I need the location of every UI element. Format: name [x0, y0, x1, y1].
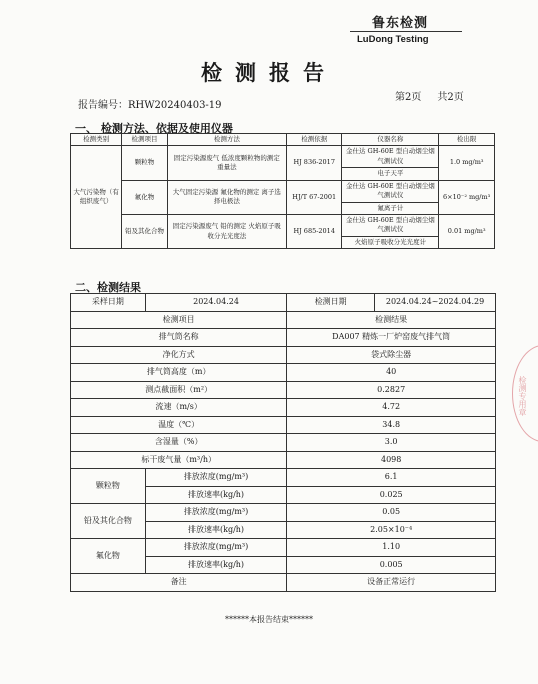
seal-text: 检测专用章	[518, 376, 527, 416]
param-value: 34.8	[287, 416, 496, 434]
param-value: 3.0	[287, 434, 496, 452]
sample-date-label: 采样日期	[71, 294, 146, 312]
method-table-header	[71, 134, 495, 146]
param-row	[71, 364, 496, 382]
param-value: 40	[287, 364, 496, 382]
rate-label: 排放速率(kg/h)	[145, 556, 287, 574]
test-date-cell	[287, 294, 496, 312]
method-row	[71, 180, 495, 202]
limit-cell: 6×10⁻² mg/m³	[439, 180, 495, 214]
rate-label: 排放速率(kg/h)	[145, 521, 287, 539]
param-label: 温度（℃）	[71, 416, 287, 434]
header-limit: 检出限	[439, 134, 495, 146]
method-cell: 固定污染源废气 铅的测定 火焰原子吸收分光光度法	[167, 214, 287, 248]
param-row	[71, 416, 496, 434]
sample-date-value: 2024.04.24	[145, 294, 287, 312]
param-value: DA007 精炼一厂炉窑废气排气筒	[287, 329, 496, 347]
page-info	[395, 88, 464, 103]
date-row	[71, 294, 496, 312]
param-row	[71, 399, 496, 417]
method-row	[71, 214, 495, 236]
rate-value: 2.05×10⁻⁴	[287, 521, 496, 539]
rate-value: 0.025	[287, 486, 496, 504]
report-number-value: RHW20240403-19	[128, 100, 222, 111]
section1-title: 一、 检测方法、依据及使用仪器	[75, 122, 233, 135]
pollutant-name: 颗粒物	[71, 469, 146, 504]
instrument-cell: 氟离子计	[342, 202, 439, 214]
conc-value: 1.10	[287, 539, 496, 557]
header-category: 检测类别	[71, 134, 122, 146]
company-logo-cn: 鲁东检测	[372, 16, 429, 31]
conc-label: 排放浓度(mg/m³)	[145, 504, 287, 522]
instrument-cell: 金仕达 GH-60E 型自动烟尘烟气测试仪	[342, 214, 439, 236]
report-title: 检测报告	[201, 60, 337, 85]
header-basis: 检测依据	[287, 134, 342, 146]
rate-label: 排放速率(kg/h)	[145, 486, 287, 504]
param-row	[71, 381, 496, 399]
page-total: 共2页	[437, 92, 464, 103]
param-label: 排气筒名称	[71, 329, 287, 347]
remark-value: 设备正常运行	[287, 574, 496, 592]
param-label: 排气筒高度（m）	[71, 364, 287, 382]
test-date-value: 2024.04.24~2024.04.29	[385, 297, 485, 307]
result-header: 检测结果	[287, 311, 496, 329]
param-value: 4098	[287, 451, 496, 469]
official-seal	[512, 345, 538, 442]
param-row	[71, 451, 496, 469]
rate-value: 0.005	[287, 556, 496, 574]
instrument-cell: 电子天平	[342, 168, 439, 180]
pollutant-row	[71, 469, 496, 487]
conc-label: 排放浓度(mg/m³)	[145, 469, 287, 487]
method-row	[71, 146, 495, 168]
param-value: 4.72	[287, 399, 496, 417]
item-cell: 铅及其化合物	[122, 214, 167, 248]
company-logo-en: LuDong Testing	[357, 34, 429, 45]
pollutant-row	[71, 539, 496, 557]
param-value: 袋式除尘器	[287, 346, 496, 364]
item-header: 检测项目	[71, 311, 287, 329]
pollutant-name: 氟化物	[71, 539, 146, 574]
page-current: 第2页	[395, 92, 422, 103]
param-row	[71, 329, 496, 347]
limit-cell: 0.01 mg/m³	[439, 214, 495, 248]
pollutant-name: 铅及其化合物	[71, 504, 146, 539]
header-method: 检测方法	[167, 134, 287, 146]
conc-value: 6.1	[287, 469, 496, 487]
instrument-cell: 金仕达 GH-60E 型自动烟尘烟气测试仪	[342, 146, 439, 168]
param-row	[71, 434, 496, 452]
basis-cell: HJ 685-2014	[287, 214, 342, 248]
param-row	[71, 346, 496, 364]
logo-divider	[350, 31, 462, 32]
pollutant-row	[71, 504, 496, 522]
results-header-row	[71, 311, 496, 329]
method-cell: 大气固定污染源 氟化物的测定 离子选择电极法	[167, 180, 287, 214]
param-label: 净化方式	[71, 346, 287, 364]
instrument-cell: 火焰原子吸收分光光度计	[342, 236, 439, 248]
item-cell: 颗粒物	[122, 146, 167, 180]
basis-cell: HJ/T 67-2001	[287, 180, 342, 214]
remark-label: 备注	[71, 574, 287, 592]
category-cell: 大气污染物（有组织废气）	[71, 146, 122, 249]
remark-row	[71, 574, 496, 592]
test-date-inner	[287, 294, 495, 311]
basis-cell: HJ 836-2017	[287, 146, 342, 180]
section2-title: 二、检测结果	[75, 281, 141, 294]
param-value: 0.2827	[287, 381, 496, 399]
report-number-label: 报告编号：	[78, 100, 128, 111]
header-item: 检测项目	[122, 134, 167, 146]
test-date-label: 检测日期	[287, 294, 374, 311]
item-cell: 氟化物	[122, 180, 167, 214]
method-table	[70, 133, 495, 249]
param-label: 标干废气量（m³/h）	[71, 451, 287, 469]
header-instrument: 仪器名称	[342, 134, 439, 146]
param-label: 测点截面积（m²）	[71, 381, 287, 399]
param-label: 流速（m/s）	[71, 399, 287, 417]
method-cell: 固定污染源废气 低浓度颗粒物的测定 重量法	[167, 146, 287, 180]
instrument-cell: 金仕达 GH-60E 型自动烟尘烟气测试仪	[342, 180, 439, 202]
results-table	[70, 293, 496, 592]
conc-value: 0.05	[287, 504, 496, 522]
conc-label: 排放浓度(mg/m³)	[145, 539, 287, 557]
end-of-report: ******本报告结束******	[225, 615, 313, 624]
limit-cell: 1.0 mg/m³	[439, 146, 495, 180]
param-label: 含湿量（%）	[71, 434, 287, 452]
report-number	[78, 96, 222, 111]
